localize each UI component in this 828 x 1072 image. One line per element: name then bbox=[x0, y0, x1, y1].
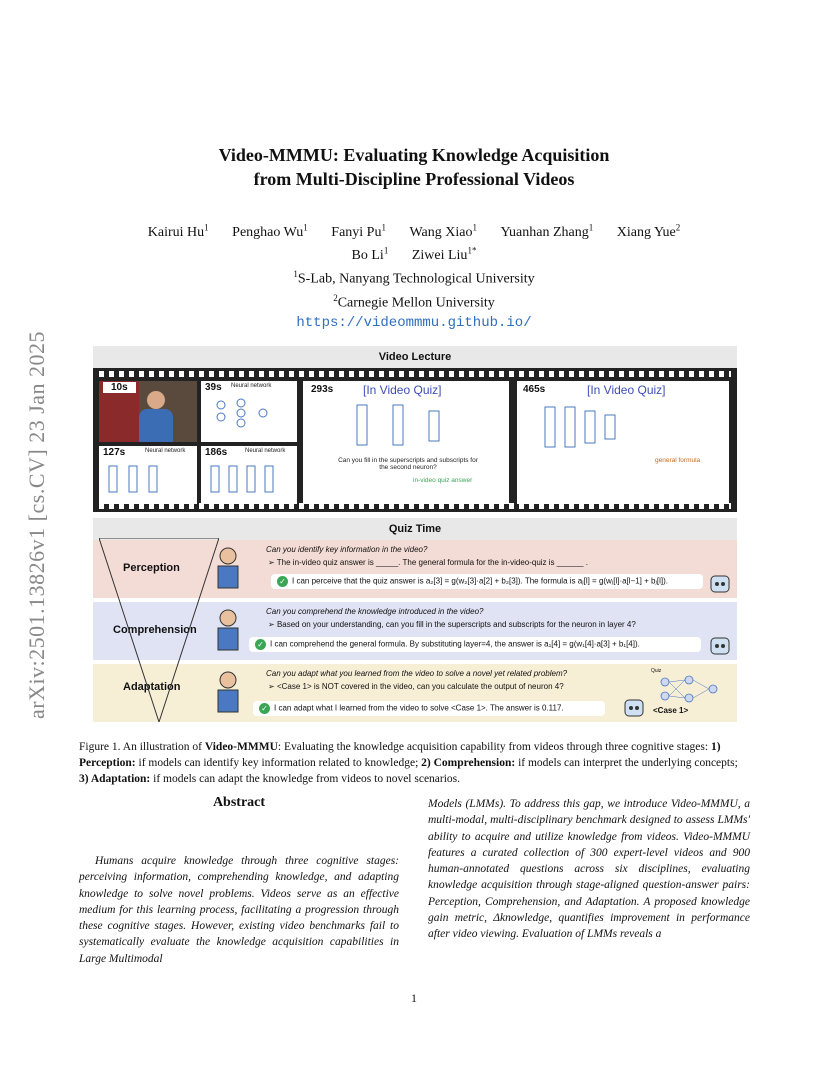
paper-title bbox=[0, 143, 828, 191]
robot-icon bbox=[709, 634, 731, 656]
teacher-icon bbox=[213, 670, 243, 714]
author: Xiang Yue$^2$ bbox=[616, 222, 681, 240]
slide-title: Neural network bbox=[245, 448, 286, 454]
author: Yuanhan Zhang$^1$ bbox=[500, 222, 594, 240]
perception-answer: ✓ I can perceive that the quiz answer is a₂[3] = g(w₂[3]·a[2] + b₂[3]). The formula is aⱼ[l] = g(wⱼ[l]·a[l−1] + bⱼ[l]). bbox=[271, 574, 703, 589]
check-icon: ✓ bbox=[277, 576, 288, 587]
network-diagram-icon bbox=[211, 395, 287, 435]
person-body-icon bbox=[139, 409, 173, 442]
perception-bullet: ➢ The in-video quiz answer is _____. The general formula for the in-video-quiz is ______ . bbox=[268, 558, 588, 567]
authors-line-1 bbox=[0, 218, 828, 242]
quiz-network-icon bbox=[353, 401, 453, 451]
perception-label: Perception bbox=[123, 562, 180, 574]
slide-frame bbox=[99, 446, 197, 504]
comprehension-bullet: ➢ Based on your understanding, can you fill in the superscripts and subscripts for the neuron in layer 4? bbox=[268, 620, 636, 629]
video-lecture-header: Video Lecture bbox=[93, 346, 737, 368]
author: Bo Li$^1$ bbox=[351, 245, 389, 264]
film-holes-top bbox=[99, 371, 731, 377]
timestamp: 10s bbox=[103, 382, 136, 393]
timestamp: 293s bbox=[311, 384, 334, 395]
timestamp: 186s bbox=[205, 447, 228, 458]
figure-1 bbox=[93, 346, 737, 722]
title-line-1: Video-MMMU: Evaluating Knowledge Acquisition bbox=[218, 145, 610, 165]
adaptation-bullet: ➢ <Case 1> is NOT covered in the video, can you calculate the output of neuron 4? bbox=[268, 682, 564, 691]
comprehension-answer: ✓ I can comprehend the general formula. By substituting layer=4, the answer is a₁[4] = g(w₁[4]·a[3] + b₁[4]). bbox=[249, 637, 701, 652]
comprehension-question: Can you comprehend the knowledge introduced in the video? bbox=[266, 607, 484, 616]
author: Fanyi Pu$^1$ bbox=[331, 222, 386, 240]
arxiv-id: arXiv:2501.13826v1 [cs.CV] 23 Jan 2025 bbox=[24, 330, 49, 720]
title-line-2: from Multi-Discipline Professional Videos bbox=[253, 169, 575, 189]
quiz-network-icon bbox=[525, 403, 645, 453]
affiliation-2: $^2$Carnegie Mellon University bbox=[333, 292, 495, 311]
slide-frame bbox=[201, 381, 297, 442]
check-icon: ✓ bbox=[255, 639, 266, 650]
adaptation-question: Can you adapt what you learned from the video to solve a novel yet related problem? bbox=[266, 669, 568, 678]
case-network-icon bbox=[655, 672, 725, 706]
general-formula-label: general formula bbox=[655, 457, 701, 464]
abstract-column-2: Models (LMMs). To address this gap, we introduce Video-MMMU, a multi-modal, multi-disciplinary benchmark designed to assess LMMs' ability to acquire and utilize knowledge from videos. Video-MMMU features a curated collection of 300 expert-level videos and 900 human-annotated questions across six disciplines, evaluating knowledge acquisition through stage-aligned question-answer pairs: Perception, Comprehension, and Adaptation. A proposed knowledge gain metric, Δknowledge, quantifies improvement in performance after video viewing. Evaluation of LMMs reveals a bbox=[428, 798, 750, 941]
quiz-answer-label: in-video quiz answer bbox=[413, 477, 473, 484]
comprehension-label: Comprehension bbox=[113, 624, 197, 636]
slide-title: Neural network bbox=[231, 383, 272, 389]
slide-frame bbox=[201, 446, 297, 504]
authors-line-2 bbox=[0, 242, 828, 266]
case-label: <Case 1> bbox=[653, 706, 689, 715]
author: Penghao Wu$^1$ bbox=[232, 222, 308, 240]
timestamp: 39s bbox=[205, 382, 222, 393]
author: Kairui Hu$^1$ bbox=[147, 222, 209, 240]
in-video-quiz-label: [In Video Quiz] bbox=[363, 383, 442, 397]
project-url-link[interactable]: https://videommmu.github.io/ bbox=[296, 314, 532, 331]
figure-caption: Figure 1. An illustration of Video-MMMU: Evaluating the knowledge acquisition capability from videos through three cognitive stages: 1) Perception: if models can identify key information related to knowledge; 2) Comprehension: if models can interpret the underlying concepts; 3) Adaptation: if models can adapt the knowledge from videos to novel scenarios. bbox=[79, 741, 738, 785]
case-quiz-label: Quiz bbox=[651, 668, 662, 674]
perception-question: Can you identify key information in the video? bbox=[266, 545, 428, 554]
slide-question: Can you fill in the superscripts and subscripts for the second neuron? bbox=[338, 457, 478, 471]
author: Wang Xiao$^1$ bbox=[409, 222, 477, 240]
robot-icon bbox=[623, 696, 645, 718]
network-diagram-icon bbox=[207, 462, 293, 498]
person-head-icon bbox=[147, 391, 165, 409]
slide-frame-quiz bbox=[517, 381, 729, 504]
timestamp: 465s bbox=[523, 384, 546, 395]
quiz-time-header: Quiz Time bbox=[93, 518, 737, 540]
author: Ziwei Liu$^{1*}$ bbox=[411, 245, 477, 264]
check-icon: ✓ bbox=[259, 703, 270, 714]
abstract-column-1: Humans acquire knowledge through three cognitive stages: perceiving information, comprehending knowledge, and adapting knowledge to solve novel problems. Videos serve as an effective medium for this learning process, facilitating a progression through these cognitive stages. However, existing video benchmarks fail to systematically evaluate the knowledge acquisition capabilities in Large Multimodal bbox=[79, 855, 399, 965]
funnel-icon bbox=[99, 538, 219, 722]
teacher-icon bbox=[213, 546, 243, 590]
network-diagram-icon bbox=[105, 462, 191, 498]
adaptation-answer: ✓ I can adapt what I learned from the video to solve <Case 1>. The answer is 0.117. bbox=[253, 701, 605, 716]
abstract-heading: Abstract bbox=[212, 795, 266, 810]
teacher-icon bbox=[213, 608, 243, 652]
adaptation-label: Adaptation bbox=[123, 681, 181, 693]
slide-frame-quiz bbox=[303, 381, 509, 504]
page-number: 1 bbox=[411, 991, 417, 1005]
affiliation-1: $^1$S-Lab, Nanyang Technological University bbox=[293, 269, 535, 287]
in-video-quiz-label: [In Video Quiz] bbox=[587, 383, 666, 397]
film-strip bbox=[93, 368, 737, 512]
timestamp: 127s bbox=[103, 447, 126, 458]
lecturer-frame bbox=[99, 381, 197, 442]
robot-icon bbox=[709, 572, 731, 594]
arxiv-sidebar bbox=[12, 290, 62, 760]
author-block bbox=[0, 218, 828, 333]
slide-title: Neural network bbox=[145, 448, 186, 454]
